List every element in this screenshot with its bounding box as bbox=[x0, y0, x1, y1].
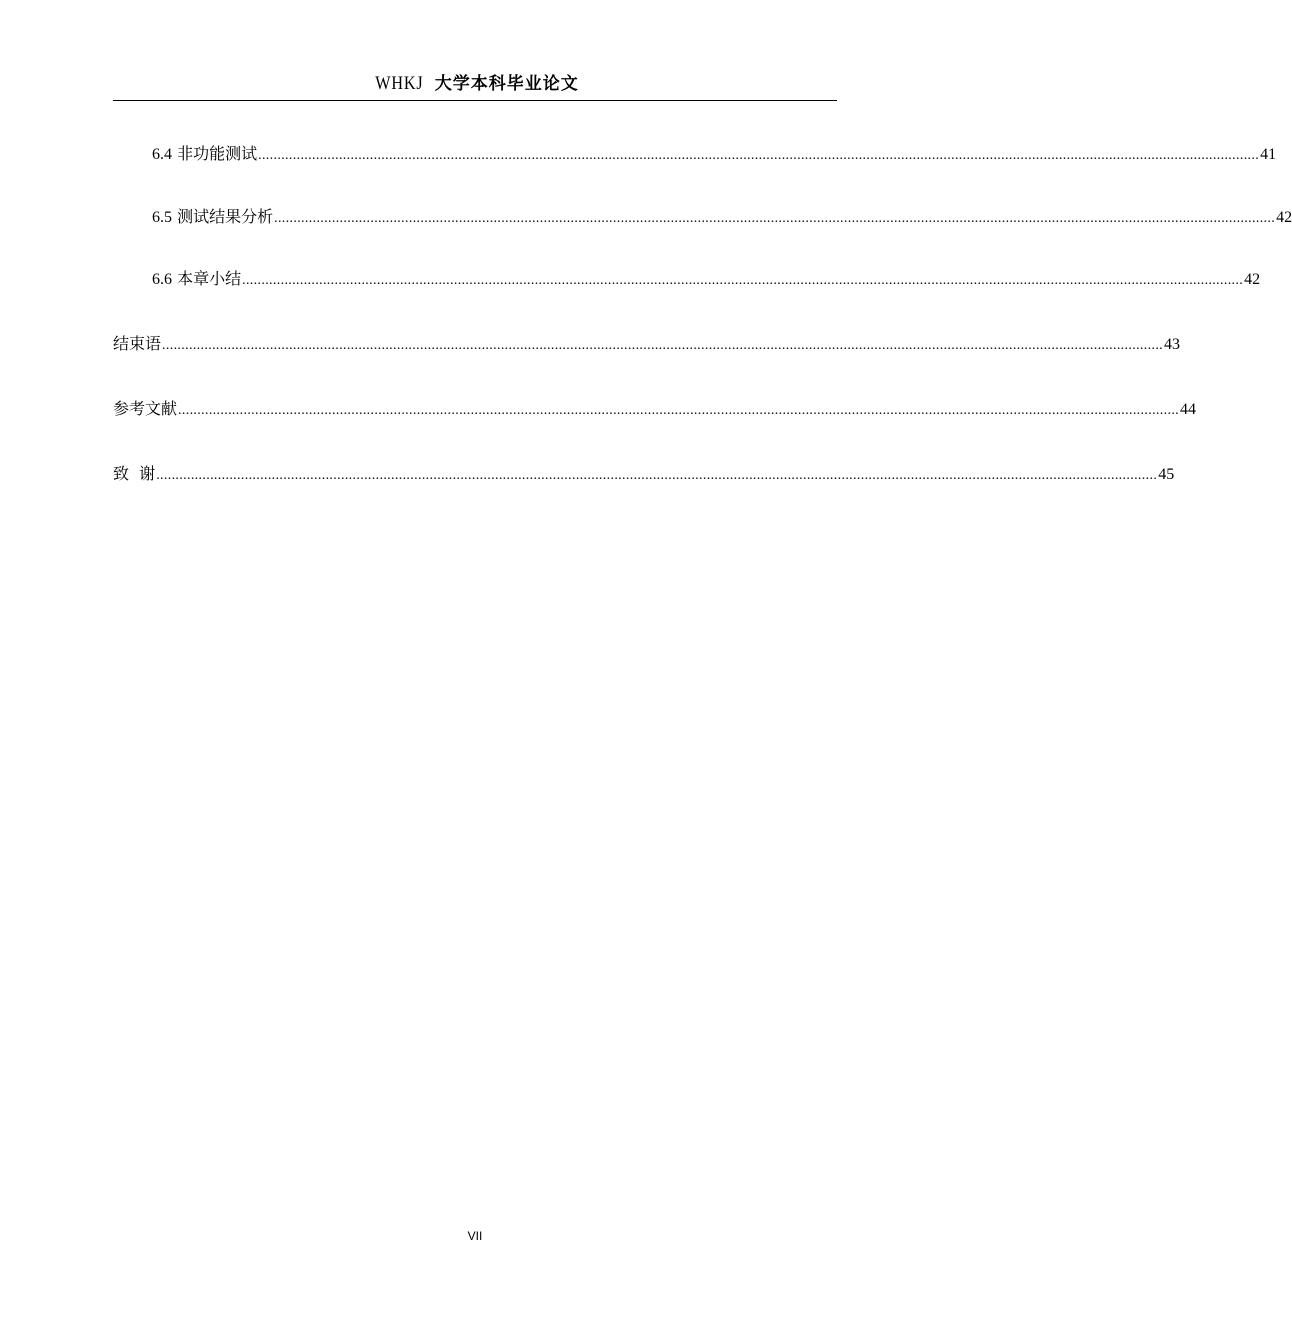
toc-entry-title: 测试结果分析 bbox=[177, 207, 274, 226]
toc-entry-page: 45 bbox=[1158, 466, 1175, 483]
toc-dot-leader: .................................................................................................................................................................................................................................................................... bbox=[178, 403, 1180, 418]
toc-entry-title: 本章小结 bbox=[177, 269, 242, 288]
toc-dot-leader: .................................................................................................................................................................................................................................................................... bbox=[274, 211, 1276, 226]
toc-entry-title: 非功能测试 bbox=[177, 144, 258, 163]
page-header bbox=[113, 70, 837, 101]
toc-entry-page: 43 bbox=[1164, 336, 1181, 353]
toc-entry-conclusion[interactable] bbox=[113, 332, 1181, 356]
toc-entry-references[interactable] bbox=[113, 397, 1197, 421]
toc-entry-acknowledgements[interactable] bbox=[113, 462, 1175, 486]
header-title-cjk: 大学本科毕业论文 bbox=[434, 74, 579, 94]
page-number: VII bbox=[467, 1229, 483, 1243]
toc-entry-6-5[interactable] bbox=[152, 205, 1292, 229]
toc-dot-leader: .................................................................................................................................................................................................................................................................... bbox=[258, 148, 1260, 163]
toc-entry-number: 6.6 bbox=[152, 271, 172, 288]
toc-dot-leader: .................................................................................................................................................................................................................................................................... bbox=[242, 273, 1244, 288]
toc-entry-label bbox=[152, 142, 257, 167]
header-title bbox=[371, 70, 579, 98]
toc-entry-label bbox=[152, 267, 241, 292]
toc-entry-page: 44 bbox=[1180, 401, 1197, 418]
toc-entry-6-6[interactable] bbox=[152, 267, 1261, 291]
toc-entry-label bbox=[152, 205, 273, 230]
toc-entry-number: 6.4 bbox=[152, 146, 172, 163]
toc-entry-6-4[interactable] bbox=[152, 142, 1277, 166]
toc-entry-title: 结束语 bbox=[113, 334, 162, 353]
toc-entry-page: 42 bbox=[1244, 271, 1261, 288]
toc-entry-page: 42 bbox=[1276, 209, 1292, 226]
toc-entry-page: 41 bbox=[1260, 146, 1277, 163]
header-title-latin: WHKJ bbox=[375, 73, 424, 94]
toc-dot-leader: .................................................................................................................................................................................................................................................................... bbox=[156, 468, 1158, 483]
toc-entry-title: 致 谢 bbox=[113, 464, 156, 483]
toc-dot-leader: .................................................................................................................................................................................................................................................................... bbox=[162, 338, 1164, 353]
toc-entry-number: 6.5 bbox=[152, 209, 172, 226]
toc-entry-title: 参考文献 bbox=[113, 399, 178, 418]
